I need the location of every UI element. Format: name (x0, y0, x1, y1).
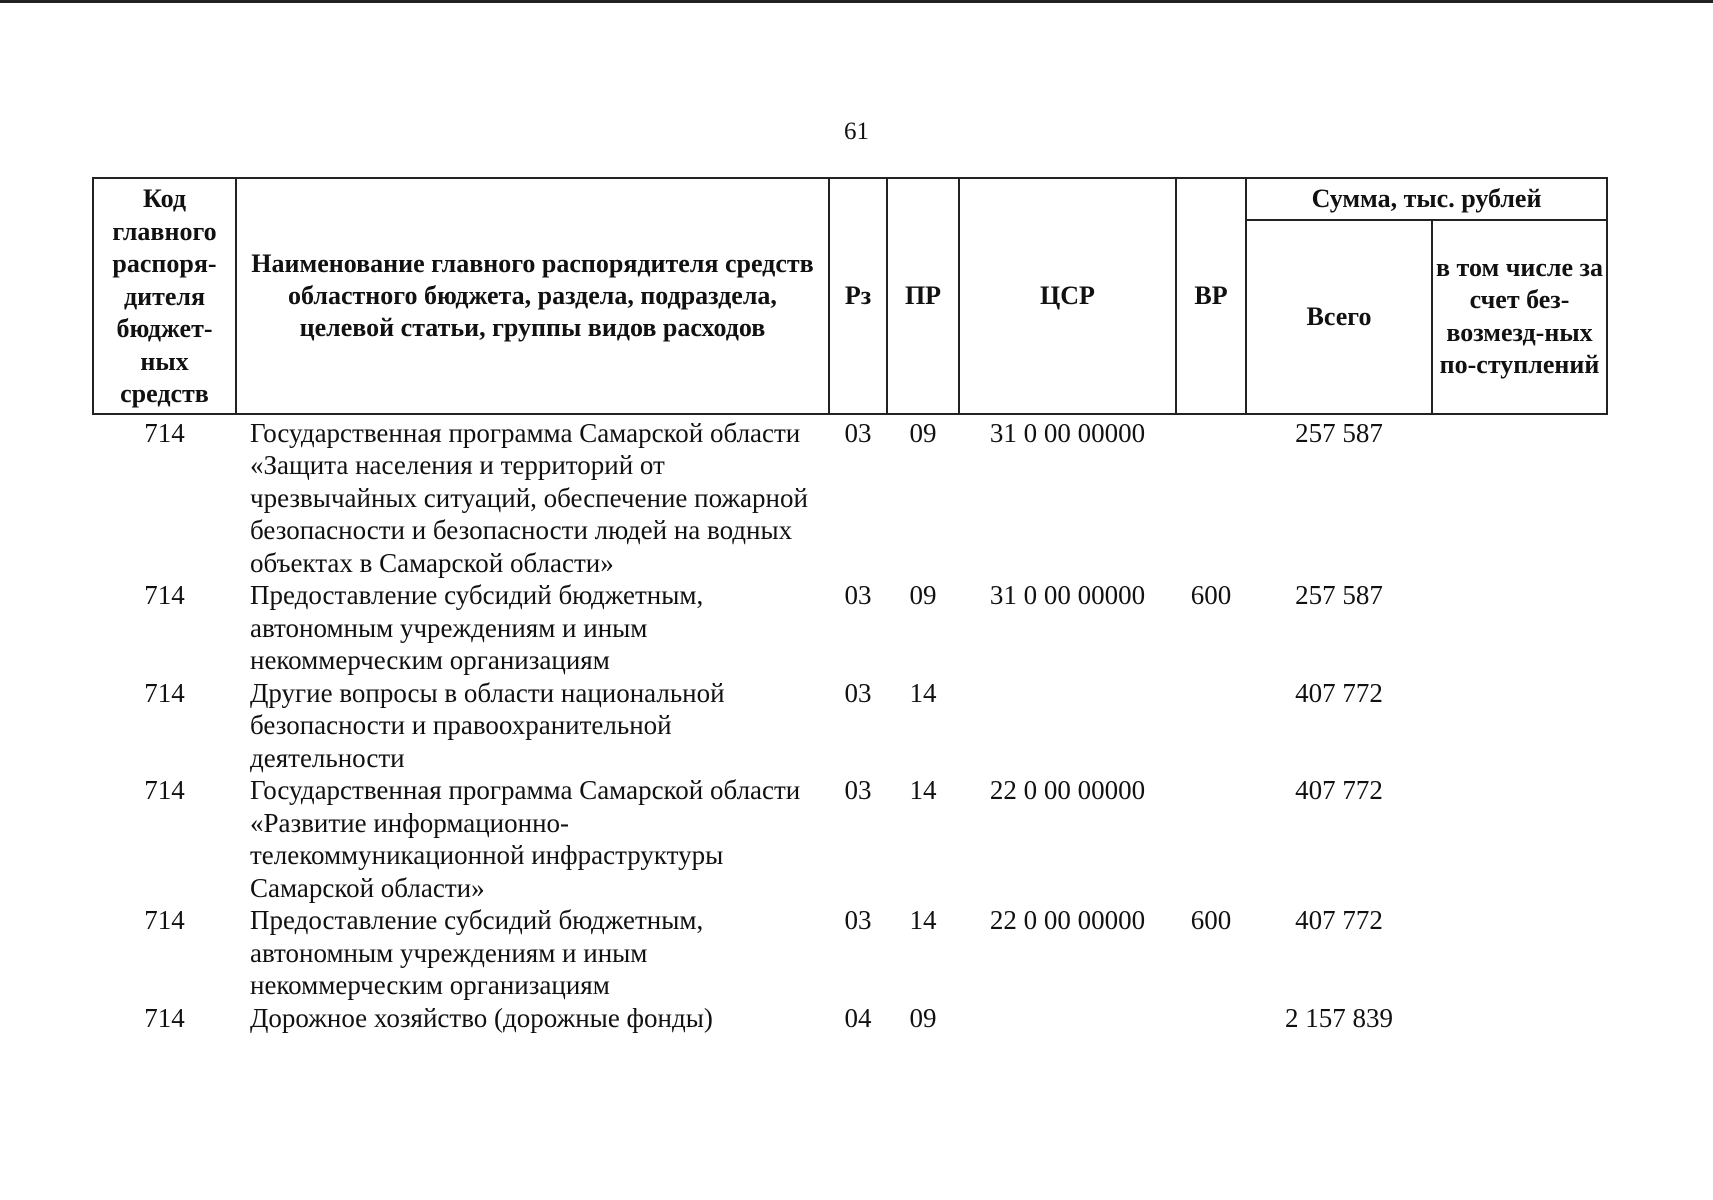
cell-code: 714 (144, 775, 185, 805)
cell-pr: 09 (909, 580, 937, 610)
header-csr: ЦСР (959, 178, 1176, 414)
cell-csr (959, 1002, 1176, 1035)
header-name: Наименование главного распорядителя средств областного бюджета, раздела, подраздела, целевой статьи, группы видов расходов (236, 178, 829, 414)
cell-total: 407 772 (1295, 677, 1383, 708)
table-row (93, 579, 1607, 677)
cell-code: 714 (144, 580, 185, 610)
cell-incl (1432, 1002, 1607, 1035)
cell-name: Государственная программа Самарской области «Развитие информационно-телекоммуникационной инфраструктуры Самарской области» (250, 775, 801, 903)
page-number: 61 (844, 118, 869, 145)
cell-pr: 14 (909, 677, 937, 708)
cell-name: Предоставление субсидий бюджетным, автономным учреждениям и иным некоммерческим организациям (250, 905, 704, 1000)
header-pr: ПР (887, 178, 959, 414)
cell-incl (1432, 774, 1607, 904)
cell-vr: 600 (1190, 905, 1232, 935)
table-row (93, 904, 1607, 1002)
cell-csr (959, 677, 1176, 775)
cell-code: 714 (144, 677, 185, 708)
cell-name: Дорожное хозяйство (дорожные фонды) (250, 1002, 713, 1033)
cell-rz: 04 (844, 1002, 872, 1033)
cell-pr: 09 (909, 417, 937, 448)
cell-vr (1176, 1002, 1246, 1035)
header-vr: ВР (1176, 178, 1246, 414)
cell-rz: 03 (844, 677, 872, 708)
cell-incl (1432, 904, 1607, 1002)
cell-total: 407 772 (1295, 775, 1383, 805)
cell-rz: 03 (844, 580, 872, 610)
table-header (93, 178, 1607, 414)
header-rz: Рз (829, 178, 887, 414)
cell-vr: 600 (1190, 580, 1232, 610)
cell-name: Предоставление субсидий бюджетным, автономным учреждениям и иным некоммерческим организациям (250, 580, 704, 675)
cell-rz: 03 (844, 775, 872, 805)
header-incl: в том числе за счет без-возмезд-ных по-ступлений (1432, 220, 1607, 414)
cell-code: 714 (144, 1002, 185, 1033)
cell-total: 257 587 (1295, 417, 1383, 448)
cell-rz: 03 (844, 417, 872, 448)
cell-name: Другие вопросы в области национальной безопасности и правоохранительной деятельности (250, 677, 725, 773)
cell-vr (1176, 414, 1246, 580)
cell-csr: 31 0 00 00000 (989, 580, 1146, 610)
table-row (93, 774, 1607, 904)
cell-incl (1432, 414, 1607, 580)
cell-name: Государственная программа Самарской области «Защита населения и территорий от чрезвычайных ситуаций, обеспечение пожарной безопасности и безопасности людей на водных объектах в Самарской области» (250, 417, 808, 578)
header-code: Код главного распоря-дителя бюджет-ных средств (93, 178, 236, 414)
header-total: Всего (1246, 220, 1432, 414)
cell-vr (1176, 677, 1246, 775)
header-sum-group: Сумма, тыс. рублей (1246, 178, 1607, 220)
cell-total: 257 587 (1295, 580, 1383, 610)
cell-pr: 14 (909, 905, 937, 935)
cell-incl (1432, 677, 1607, 775)
cell-pr: 09 (909, 1002, 937, 1033)
budget-table (92, 177, 1608, 1034)
table-row (93, 414, 1607, 580)
cell-csr: 22 0 00 00000 (989, 775, 1146, 805)
cell-incl (1432, 579, 1607, 677)
cell-total: 407 772 (1295, 905, 1383, 935)
table-row (93, 677, 1607, 775)
cell-code: 714 (144, 905, 185, 935)
page-top-edge (0, 0, 1713, 3)
cell-pr: 14 (909, 775, 937, 805)
cell-vr (1176, 774, 1246, 904)
table-row (93, 1002, 1607, 1035)
cell-csr: 31 0 00 00000 (989, 417, 1146, 448)
cell-rz: 03 (844, 905, 872, 935)
cell-code: 714 (144, 417, 185, 448)
cell-total: 2 157 839 (1285, 1002, 1393, 1033)
cell-csr: 22 0 00 00000 (989, 905, 1146, 935)
table-body (93, 414, 1607, 1035)
